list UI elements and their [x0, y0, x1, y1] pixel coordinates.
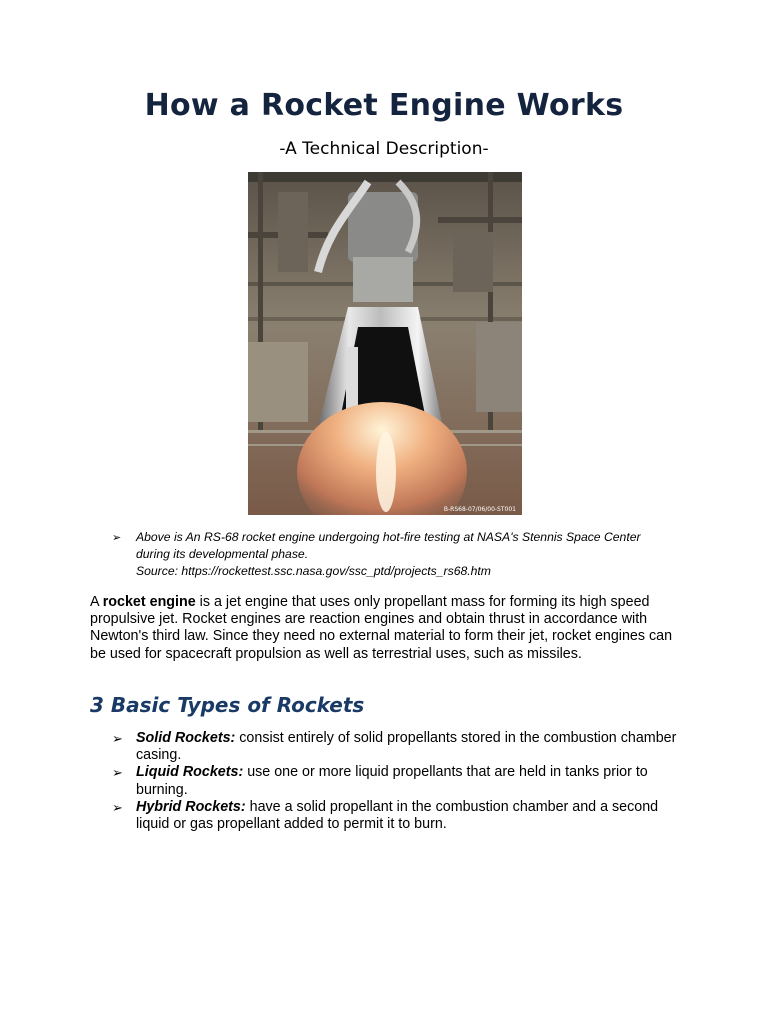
- arrow-bullet-icon: ➢: [112, 800, 123, 816]
- list-item: [112, 799, 692, 833]
- caption-line-1: Above is An RS-68 rocket engine undergoing hot-fire testing at NASA's Stennis Space Center: [136, 530, 641, 544]
- intro-paragraph: [90, 594, 678, 663]
- type-desc: have a solid propellant in the combustion chamber and a second liquid or gas propellant added to permit it to burn.: [136, 798, 659, 833]
- arrow-bullet-icon: ➢: [112, 766, 123, 782]
- document-subtitle: -A Technical Description-: [279, 139, 489, 159]
- document-title: How a Rocket Engine Works: [144, 88, 624, 123]
- section-heading: 3 Basic Types of Rockets: [90, 693, 365, 717]
- type-desc: use one or more liquid propellants that are held in tanks prior to burning.: [136, 764, 648, 798]
- caption-line-2: during its developmental phase.: [136, 547, 309, 561]
- list-item: [112, 764, 692, 798]
- list-item: [112, 730, 692, 764]
- type-term: Hybrid Rockets:: [136, 798, 246, 815]
- photo-caption: [112, 529, 692, 580]
- caption-source: Source: https://rockettest.ssc.nasa.gov/ssc_ptd/projects_rs68.htm: [136, 564, 491, 578]
- type-term: Liquid Rockets:: [136, 764, 244, 781]
- intro-term: rocket engine: [102, 594, 196, 610]
- photo-watermark: B-RS68-07/06/00-ST001: [443, 506, 516, 513]
- caption-item: [112, 529, 692, 580]
- rocket-engine-photo: [248, 172, 522, 515]
- intro-prefix: A: [90, 594, 103, 610]
- type-desc: consist entirely of solid propellants stored in the combustion chamber casing.: [136, 730, 677, 764]
- type-term: Solid Rockets:: [136, 730, 236, 746]
- rocket-types-list: [112, 730, 692, 833]
- intro-text: is a jet engine that uses only propellant mass for forming its high speed propulsive jet. Rocket engines are reaction engines and obtain thrust in accordance with Newton's third law. Since they need no external material to form their jet, rocket engines can be used for spacecraft propulsion as well as terrestrial uses, such as missiles.: [90, 594, 673, 662]
- arrow-bullet-icon: ➢: [112, 531, 122, 544]
- arrow-bullet-icon: ➢: [112, 732, 123, 747]
